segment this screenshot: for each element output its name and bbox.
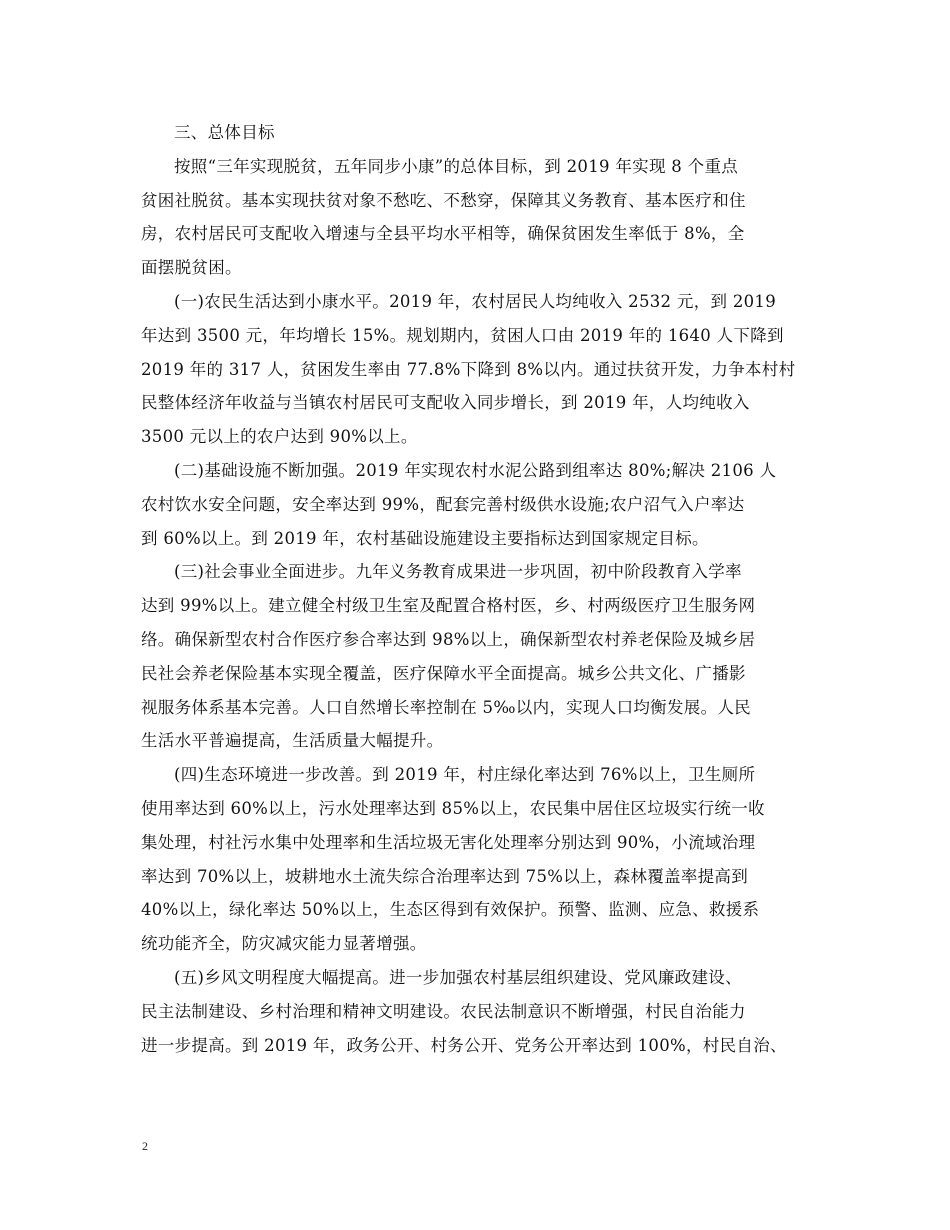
text-line: (二)基础设施不断加强。2019 年实现农村水泥公路到组率达 80%;解决 2106 人: [174, 460, 777, 480]
text-line: (三)社会事业全面进步。九年义务教育成果进一步巩固，初中阶段教育入学率: [174, 562, 742, 582]
text-line: 达到 99%以上。建立健全村级卫生室及配置合格村医，乡、村两级医疗卫生服务网: [141, 596, 756, 616]
document-body: [141, 116, 813, 1062]
text-line: 房，农村居民可支配收入增速与全县平均水平相等，确保贫困发生率低于 8%，全: [141, 224, 745, 244]
text-line: (五)乡风文明程度大幅提高。进一步加强农村基层组织建设、党风廉政建设、: [174, 967, 742, 987]
text-line: 络。确保新型农村合作医疗参合率达到 98%以上，确保新型农村养老保险及城乡居: [141, 629, 756, 649]
text-line: 3500 元以上的农户达到 90%以上。: [141, 427, 418, 447]
text-line: 年达到 3500 元，年均增长 15%。规划期内，贫困人口由 2019 年的 1640 人下降到: [141, 325, 784, 345]
section-heading: [141, 116, 813, 150]
text-line: 率达到 70%以上，坡耕地水土流失综合治理率达到 75%以上，森林覆盖率提高到: [141, 866, 749, 886]
text-line: 2019 年的 317 人，贫困发生率由 77.8%下降到 8%以内。通过扶贫开发，力争本村村: [141, 359, 796, 379]
text-line: 生活水平普遍提高，生活质量大幅提升。: [141, 731, 444, 751]
text-line: 民主法制建设、乡村治理和精神文明建设。农民法制意识不断增强，村民自治能力: [141, 1001, 746, 1021]
page-number: 2: [142, 1139, 148, 1153]
text-line: 农村饮水安全问题，安全率达到 99%，配套完善村级供水设施;农户沼气入户率达: [141, 494, 745, 514]
text-line: 统功能齐全，防灾减灾能力显著增强。: [141, 934, 427, 954]
paragraph-overall-goal: [141, 150, 813, 285]
text-line: 进一步提高。到 2019 年，政务公开、村务公开、党务公开率达到 100%，村民自治、: [141, 1035, 787, 1055]
paragraph-farmer-living: [141, 285, 813, 454]
text-line: 民社会养老保险基本实现全覆盖，医疗保障水平全面提高。城乡公共文化、广播影: [141, 663, 746, 683]
paragraph-ecology: [141, 758, 813, 961]
text-line: 按照“三年实现脱贫，五年同步小康”的总体目标，到 2019 年实现 8 个重点: [174, 156, 739, 176]
paragraph-social-progress: [141, 555, 813, 758]
paragraph-civilization: [141, 961, 813, 1062]
text-line: 集处理，村社污水集中处理率和生活垃圾无害化处理率分别达到 90%，小流域治理: [141, 832, 756, 852]
text-line: 到 60%以上。到 2019 年，农村基础设施建设主要指标达到国家规定目标。: [141, 528, 709, 548]
text-line: 使用率达到 60%以上，污水处理率达到 85%以上，农民集中居住区垃圾实行统一收: [141, 798, 765, 818]
text-line: 40%以上，绿化率达 50%以上，生态区得到有效保护。预警、监测、应急、救援系: [141, 900, 760, 920]
text-line: 三、总体目标: [174, 123, 275, 142]
text-line: 贫困社脱贫。基本实现扶贫对象不愁吃、不愁穿，保障其义务教育、基本医疗和住: [141, 190, 746, 210]
text-line: 民整体经济年收益与当镇农村居民可支配收入同步增长，到 2019 年，人均纯收入: [141, 393, 750, 413]
text-line: 视服务体系基本完善。人口自然增长率控制在 5‰以内，实现人口均衡发展。人民: [141, 697, 751, 717]
paragraph-infrastructure: [141, 454, 813, 555]
text-line: 面摆脱贫困。: [141, 258, 242, 278]
text-line: (四)生态环境进一步改善。到 2019 年，村庄绿化率达到 76%以上，卫生厕所: [174, 765, 756, 785]
text-line: (一)农民生活达到小康水平。2019 年，农村居民人均纯收入 2532 元，到 2019: [174, 291, 777, 311]
